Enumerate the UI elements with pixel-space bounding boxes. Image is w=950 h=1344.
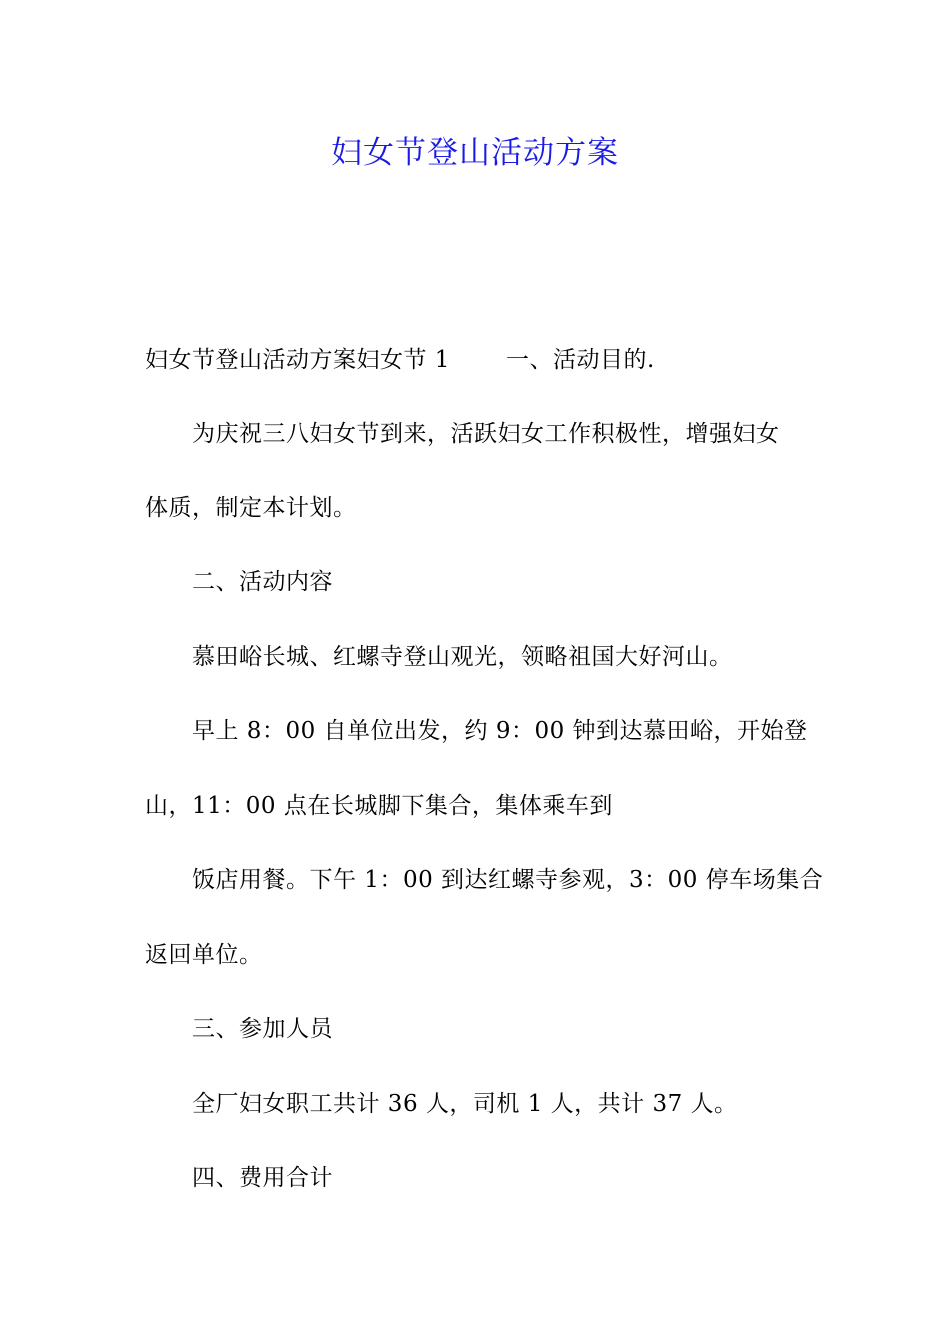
paragraph-line-intro (145, 344, 815, 376)
paragraph-line: 全厂妇女职工共计 36 人，司机 1 人，共计 37 人。 (192, 1091, 738, 1117)
section-heading-4: 四、费用合计 (192, 1165, 333, 1191)
paragraph-line: 为庆祝三八妇女节到来，活跃妇女工作积极性，增强妇女 (192, 421, 780, 447)
paragraph-line: 体质，制定本计划。 (145, 495, 357, 521)
document-title: 妇女节登山活动方案 (331, 135, 619, 171)
paragraph-line: 返回单位。 (145, 942, 263, 968)
section-heading-1: 一、活动目的. (505, 347, 655, 373)
paragraph-line: 早上 8：00 自单位出发，约 9：00 钟到达慕田峪，开始登 (192, 718, 808, 744)
paragraph-line: 山，11：00 点在长城脚下集合，集体乘车到 (145, 793, 613, 819)
section-heading-3: 三、参加人员 (192, 1016, 333, 1042)
intro-text: 妇女节登山活动方案妇女节 1 (145, 347, 450, 373)
paragraph-line: 饭店用餐。下午 1：00 到达红螺寺参观，3：00 停车场集合 (192, 867, 824, 893)
section-heading-2: 二、活动内容 (192, 569, 333, 595)
paragraph-line: 慕田峪长城、红螺寺登山观光，领略祖国大好河山。 (192, 644, 733, 670)
